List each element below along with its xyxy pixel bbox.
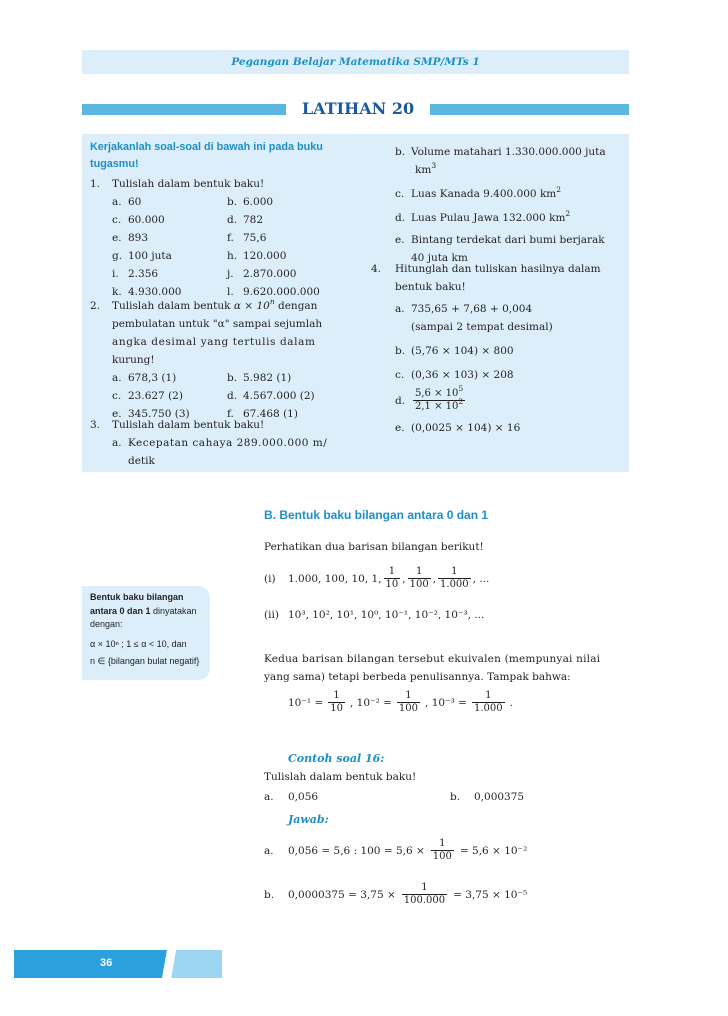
q4-b-label: b.: [395, 345, 406, 357]
item-cell: [112, 247, 227, 265]
q4-e-text: (0,0025 × 104) × 16: [411, 422, 521, 434]
eq1-b: , 10⁻² =: [349, 696, 392, 709]
answer-b: [264, 882, 527, 907]
question-3: [90, 416, 350, 470]
item-row: [90, 193, 350, 211]
item-row: [90, 387, 350, 405]
item-row: [90, 247, 350, 265]
item-value: 60.000: [128, 214, 165, 226]
item-label: e.: [112, 408, 122, 420]
example-item-a: [264, 788, 318, 806]
item-value: 4.930.000: [128, 286, 182, 298]
page-number-bar-accent: [150, 950, 222, 978]
answer-a-fd: 100: [432, 851, 452, 862]
item-label: b.: [227, 196, 238, 208]
item-value: 9.620.000.000: [243, 286, 320, 298]
item-value: 6.000: [243, 196, 274, 208]
q4-b-text: (5,76 × 104) × 800: [411, 345, 514, 357]
q2-line3: angka desimal yang tertulis dalam: [112, 336, 316, 348]
note-line2b: dinyatakan: [150, 605, 197, 616]
answer-b-fn: 1: [402, 882, 447, 895]
q3-e-line2: 40 juta km: [411, 252, 468, 264]
example-item-b: [450, 788, 524, 806]
answer-a-post: = 5,6 × 10⁻²: [459, 844, 528, 857]
answer-b-fd: 100.000: [403, 895, 446, 906]
example-title: Contoh soal 16:: [288, 752, 385, 765]
section-intro: Perhatikan dua barisan bilangan berikut!: [264, 541, 484, 553]
item-cell: [112, 193, 227, 211]
item-cell: [227, 211, 263, 229]
item-value: 100 juta: [128, 250, 172, 262]
q1-text: Tulislah dalam bentuk baku!: [112, 178, 265, 190]
q3-c-text: Luas Kanada 9.400.000 km: [411, 188, 557, 200]
para-line2: yang sama) tetapi berbeda penulisannya. Tampak bahwa:: [264, 671, 571, 683]
q3-text: Tulislah dalam bentuk baku!: [112, 419, 265, 431]
q4-d-denominator: 2,1 × 10: [415, 401, 459, 412]
item-value: 67.468 (1): [243, 408, 298, 420]
seq1-end: , ...: [472, 572, 490, 585]
question-4: [371, 260, 629, 437]
q2-number: 2.: [90, 300, 101, 312]
eq1-cn: 1: [472, 690, 505, 703]
item-cell: [227, 193, 273, 211]
q4-d-numerator: 5,6 × 10: [415, 388, 459, 399]
answer-a-label: a.: [264, 844, 274, 857]
q3-e-line1: Bintang terdekat dari bumi berjarak: [411, 234, 605, 246]
item-label: d.: [227, 214, 238, 226]
q3-e-label: e.: [395, 234, 405, 246]
eq1-bd: 100: [398, 703, 419, 714]
answer-heading: Jawab:: [288, 813, 329, 826]
eq1-an: 1: [328, 690, 345, 703]
q2-line2: pembulatan untuk "α" sampai sejumlah: [112, 318, 323, 330]
answer-a-fraction: [431, 838, 454, 863]
question-3-continued: [395, 143, 627, 267]
item-row: [90, 265, 350, 283]
item-cell: [112, 387, 227, 405]
q2-line1b: α × 10: [233, 300, 270, 312]
item-value: 5.982 (1): [243, 372, 292, 384]
q2-line1c: n: [269, 297, 275, 306]
q4-c-label: c.: [395, 369, 405, 381]
item-label: i.: [112, 268, 119, 280]
item-row: [90, 211, 350, 229]
answer-a-pre: 0,056 = 5,6 : 100 = 5,6 ×: [288, 844, 425, 857]
exercise-instruction: Kerjakanlah soal-soal di bawah ini pada buku tugasmu!: [90, 141, 323, 170]
running-header-text: Pegangan Belajar Matematika SMP/MTs 1: [231, 56, 480, 68]
eq1-fraction-a: [328, 690, 345, 715]
item-label: d.: [227, 390, 238, 402]
q3-d-text: Luas Pulau Jawa 132.000 km: [411, 212, 566, 224]
item-value: 782: [243, 214, 264, 226]
seq1-f1-num: 1: [384, 566, 401, 579]
example-b-label: b.: [450, 791, 461, 803]
item-label: f.: [227, 408, 234, 420]
item-label: l.: [227, 286, 234, 298]
item-value: 75,6: [243, 232, 267, 244]
q3-a-line2: detik: [128, 455, 155, 467]
seq1-f2-num: 1: [408, 566, 431, 579]
item-label: e.: [112, 232, 122, 244]
answer-b-fraction: [402, 882, 447, 907]
q3-b-exp: 3: [431, 161, 437, 170]
item-value: 678,3 (1): [128, 372, 177, 384]
item-label: c.: [112, 390, 122, 402]
eq1-fraction-c: [472, 690, 505, 715]
q4-line2: bentuk baku!: [395, 281, 466, 293]
item-row: [90, 229, 350, 247]
seq1-label: (i): [264, 572, 276, 585]
sequence-1: (i) 1.000, 100, 10, 1, $\frac{1}{10}$ , $\frac{1}{100}$ , $\frac{1}{1.000}$ , ...: [264, 566, 490, 590]
section-title: B. Bentuk baku bilangan antara 0 dan 1: [264, 508, 489, 522]
q4-a-label: a.: [395, 303, 405, 315]
item-cell: [112, 369, 227, 387]
q2-line4: kurung!: [112, 354, 155, 366]
seq2-text: 10³, 10², 10¹, 10⁰, 10⁻¹, 10⁻², 10⁻³, ...: [288, 609, 485, 621]
answer-a: [264, 838, 527, 863]
q1-number: 1.: [90, 178, 101, 190]
answer-b-pre: 0,0000375 = 3,75 ×: [288, 888, 396, 901]
note-line3: dengan:: [90, 619, 123, 629]
eq1-cd: 1.000: [473, 703, 503, 714]
item-value: 60: [128, 196, 142, 208]
question-2: [90, 297, 350, 423]
q4-line1: Hitunglah dan tuliskan hasilnya dalam: [395, 263, 601, 275]
seq1-f1-den: 10: [385, 579, 399, 590]
answer-b-post: = 3,75 × 10⁻⁵: [453, 888, 528, 901]
item-value: 4.567.000 (2): [243, 390, 315, 402]
q4-e-label: e.: [395, 422, 405, 434]
item-value: 23.627 (2): [128, 390, 183, 402]
q3-c-label: c.: [395, 188, 405, 200]
q4-d-denominator-exp: 2: [458, 397, 464, 406]
q3-d-exp: 2: [565, 209, 571, 218]
side-note: [90, 591, 210, 669]
section-paragraph: [264, 650, 630, 686]
latihan-title: LATIHAN 20: [301, 99, 415, 118]
q4-number: 4.: [371, 263, 382, 275]
example-question: Tulislah dalam bentuk baku!: [264, 771, 417, 783]
note-line5: n ∈ {bilangan bulat negatif}: [90, 656, 200, 666]
q2-line1d: dengan: [274, 300, 318, 312]
question-1: [90, 175, 350, 301]
equation-1: [288, 690, 513, 715]
item-label: j.: [227, 268, 234, 280]
title-bar-left: [82, 104, 286, 115]
item-label: c.: [112, 214, 122, 226]
item-value: 893: [128, 232, 149, 244]
seq1-f3-num: 1: [438, 566, 471, 579]
item-cell: [227, 369, 291, 387]
q4-c-text: (0,36 × 103) × 208: [411, 369, 514, 381]
q3-d-label: d.: [395, 212, 406, 224]
seq1-fraction-2: [408, 566, 431, 591]
item-cell: [227, 387, 315, 405]
item-cell: [112, 265, 227, 283]
seq2-label: (ii): [264, 609, 279, 621]
item-label: b.: [227, 372, 238, 384]
item-label: k.: [112, 286, 122, 298]
item-row: [90, 369, 350, 387]
item-label: a.: [112, 372, 122, 384]
q4-d-fraction: [413, 384, 465, 413]
item-label: f.: [227, 232, 234, 244]
answer-b-label: b.: [264, 888, 275, 901]
note-line2a: antara 0 dan 1: [90, 605, 151, 616]
example-a-label: a.: [264, 791, 274, 803]
item-label: a.: [112, 196, 122, 208]
seq1-fraction-1: [384, 566, 401, 591]
seq1-f2-den: 100: [409, 579, 429, 590]
eq1-a: 10⁻¹ =: [288, 696, 324, 709]
item-value: 345.750 (3): [128, 408, 190, 420]
eq1-c: , 10⁻³ =: [425, 696, 467, 709]
q1-items: [90, 193, 350, 301]
q3-a-label: a.: [112, 437, 122, 449]
q2-line1a: Tulislah dalam bentuk: [112, 300, 234, 312]
q4-a-line1: 735,65 + 7,68 + 0,004: [411, 303, 533, 315]
item-value: 120.000: [243, 250, 287, 262]
example-b-value: 0,000375: [474, 791, 525, 803]
page-number: 36: [100, 957, 113, 969]
running-header: [82, 50, 629, 74]
title-bar-right: [430, 104, 629, 115]
item-label: h.: [227, 250, 238, 262]
seq1-text: 1.000, 100, 10, 1,: [288, 572, 382, 585]
item-cell: [112, 229, 227, 247]
item-cell: [227, 265, 296, 283]
item-cell: [227, 229, 266, 247]
answer-a-fn: 1: [431, 838, 454, 851]
q4-a-line2: (sampai 2 tempat desimal): [411, 321, 553, 333]
q3-a-line1: Kecepatan cahaya 289.000.000 m/: [128, 437, 328, 449]
item-value: 2.870.000: [243, 268, 297, 280]
q2-items: [90, 369, 350, 423]
eq1-fraction-b: [397, 690, 420, 715]
q4-d-label: d.: [395, 394, 406, 407]
item-label: g.: [112, 250, 123, 262]
seq1-f3-den: 1.000: [440, 579, 469, 590]
item-value: 2.356: [128, 268, 159, 280]
note-line1: Bentuk baku bilangan: [90, 592, 184, 602]
item-cell: [112, 211, 227, 229]
q3-b-line2: km: [415, 164, 432, 176]
sequence-2: [264, 606, 484, 624]
q3-b-line1: Volume matahari 1.330.000.000 juta: [411, 146, 606, 158]
q3-number: 3.: [90, 419, 101, 431]
q3-b-label: b.: [395, 146, 406, 158]
seq1-fraction-3: [438, 566, 471, 591]
q4-d-numerator-exp: 5: [458, 384, 464, 393]
eq1-end: .: [509, 696, 513, 709]
example-a-value: 0,056: [288, 791, 319, 803]
item-cell: [227, 247, 286, 265]
para-line1: Kedua barisan bilangan tersebut ekuivalen (mempunyai nilai: [264, 653, 601, 665]
eq1-bn: 1: [397, 690, 420, 703]
note-line4: α × 10ⁿ ; 1 ≤ α < 10, dan: [90, 638, 187, 649]
eq1-ad: 10: [330, 703, 343, 714]
q3-c-exp: 2: [556, 185, 562, 194]
page-number-bar: [14, 950, 154, 978]
